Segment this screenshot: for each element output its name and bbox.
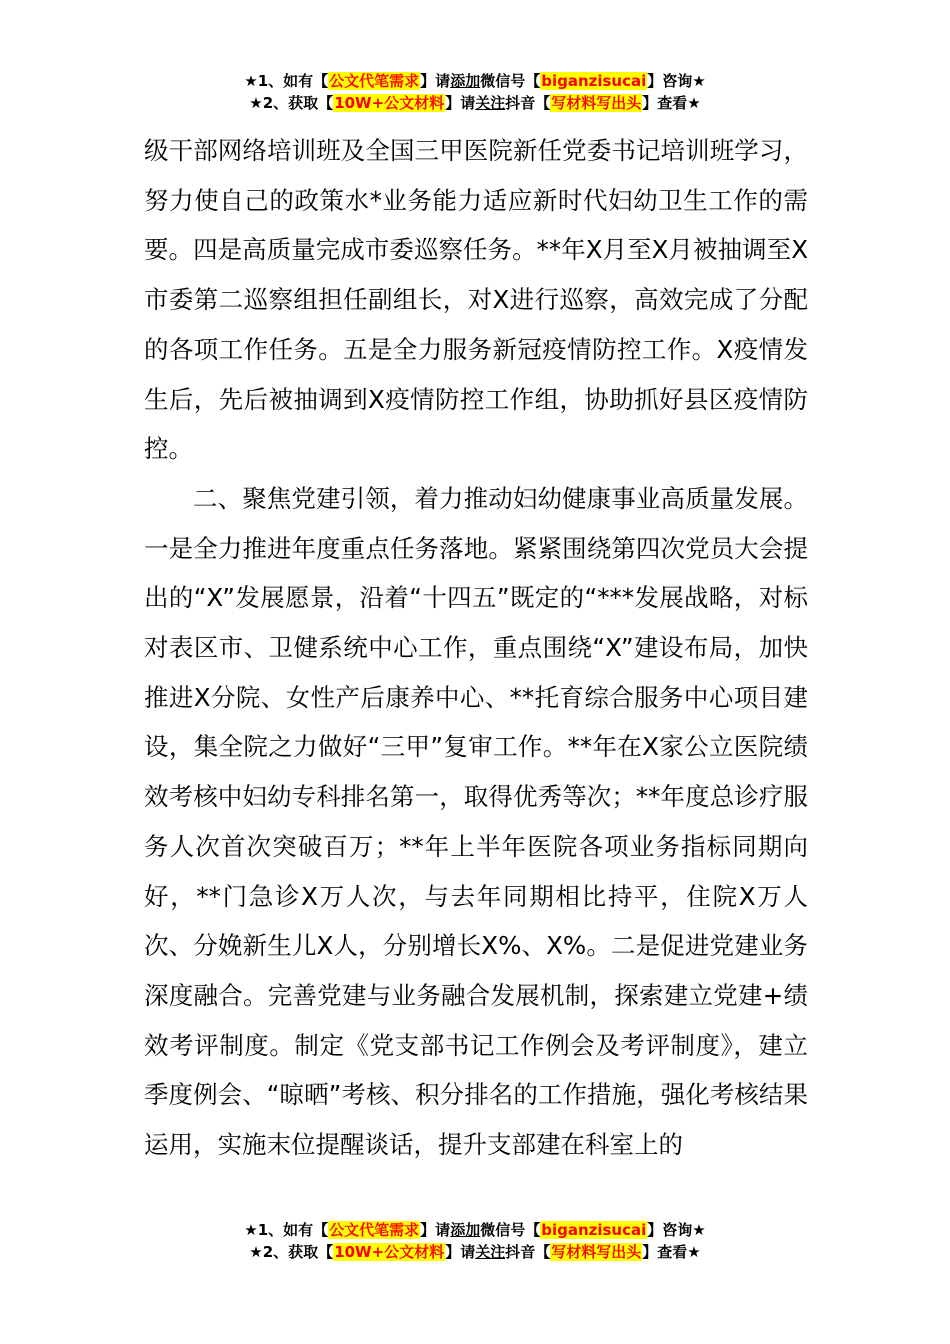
highlight-text: 写材料写出头 [551, 1243, 642, 1261]
banner-text: 抖音【 [505, 1243, 551, 1261]
underlined-text: 关注 [475, 94, 506, 112]
highlight-text: biganzisucai [541, 72, 647, 90]
highlight-text: 10W+公文材料 [334, 94, 445, 112]
paragraph: 二、聚焦党建引领，着力推动妇幼健康事业高质量发展。一是全力推进年度重点任务落地。紧紧围绕第四次党员大会提出的“X”发展愿景，沿着“十四五”既定的“***发展战略，对标对表区市、卫健系统中心工作，重点围绕“X”建设布局，加快推进X分院、女性产后康养中心、**托育综合服务中心项目建设，集全院之力做好“三甲”复审工作。**年在X家公立医院绩效考核中妇幼专科排名第一，取得优秀等次；**年度总诊疗服务人次首次突破百万；**年上半年医院各项业务指标同期向好，**门急诊X万人次，与去年同期相比持平，住院X万人次、分娩新生儿X人，分别增长X%、X%。二是促进党建业务深度融合。完善党建与业务融合发展机制，探索建立党建+绩效考评制度。制定《党支部书记工作例会及考评制度》，建立季度例会、“晾晒”考核、积分排名的工作措施，强化考核结果运用，实施末位提醒谈话，提升支部建在科室上的 [144, 483, 808, 1160]
underlined-text: 关注 [475, 1243, 506, 1261]
underlined-text: 添加 [450, 1221, 481, 1239]
banner-text: 】查看★ [642, 94, 701, 112]
highlight-text: 公文代笔需求 [329, 72, 420, 90]
banner-line-1 [0, 70, 950, 92]
highlight-text: 写材料写出头 [551, 94, 642, 112]
banner-text: 】请 [420, 1221, 451, 1239]
banner-text: 微信号【 [480, 1221, 541, 1239]
banner-text: 微信号【 [480, 72, 541, 90]
banner-text: ★1、如有【 [244, 72, 329, 90]
banner-text: ★2、获取【 [249, 94, 334, 112]
banner-text: ★2、获取【 [249, 1243, 334, 1261]
highlight-text: 10W+公文材料 [334, 1243, 445, 1261]
banner-line-1 [0, 1219, 950, 1241]
banner-line-2 [0, 1241, 950, 1263]
banner-text: 】查看★ [642, 1243, 701, 1261]
underlined-text: 添加 [450, 72, 481, 90]
banner-text: 】咨询★ [647, 1221, 706, 1239]
paragraph: 级干部网络培训班及全国三甲医院新任党委书记培训班学习，努力使自己的政策水*业务能力适应新时代妇幼卫生工作的需要。四是高质量完成市委巡察任务。**年X月至X月被抽调至X市委第二巡察组担任副组长，对X进行巡察，高效完成了分配的各项工作任务。五是全力服务新冠疫情防控工作。X疫情发生后，先后被抽调到X疫情防控工作组，协助抓好县区疫情防控。 [144, 136, 808, 464]
banner-line-2 [0, 92, 950, 114]
footer-banner [0, 1219, 950, 1263]
highlight-text: 公文代笔需求 [329, 1221, 420, 1239]
document-body [144, 126, 808, 1170]
banner-text: 抖音【 [505, 94, 551, 112]
banner-text: 】请 [420, 72, 451, 90]
highlight-text: biganzisucai [541, 1221, 647, 1239]
banner-text: ★1、如有【 [244, 1221, 329, 1239]
banner-text: 】咨询★ [647, 72, 706, 90]
header-banner [0, 70, 950, 114]
banner-text: 】请 [445, 94, 476, 112]
banner-text: 】请 [445, 1243, 476, 1261]
